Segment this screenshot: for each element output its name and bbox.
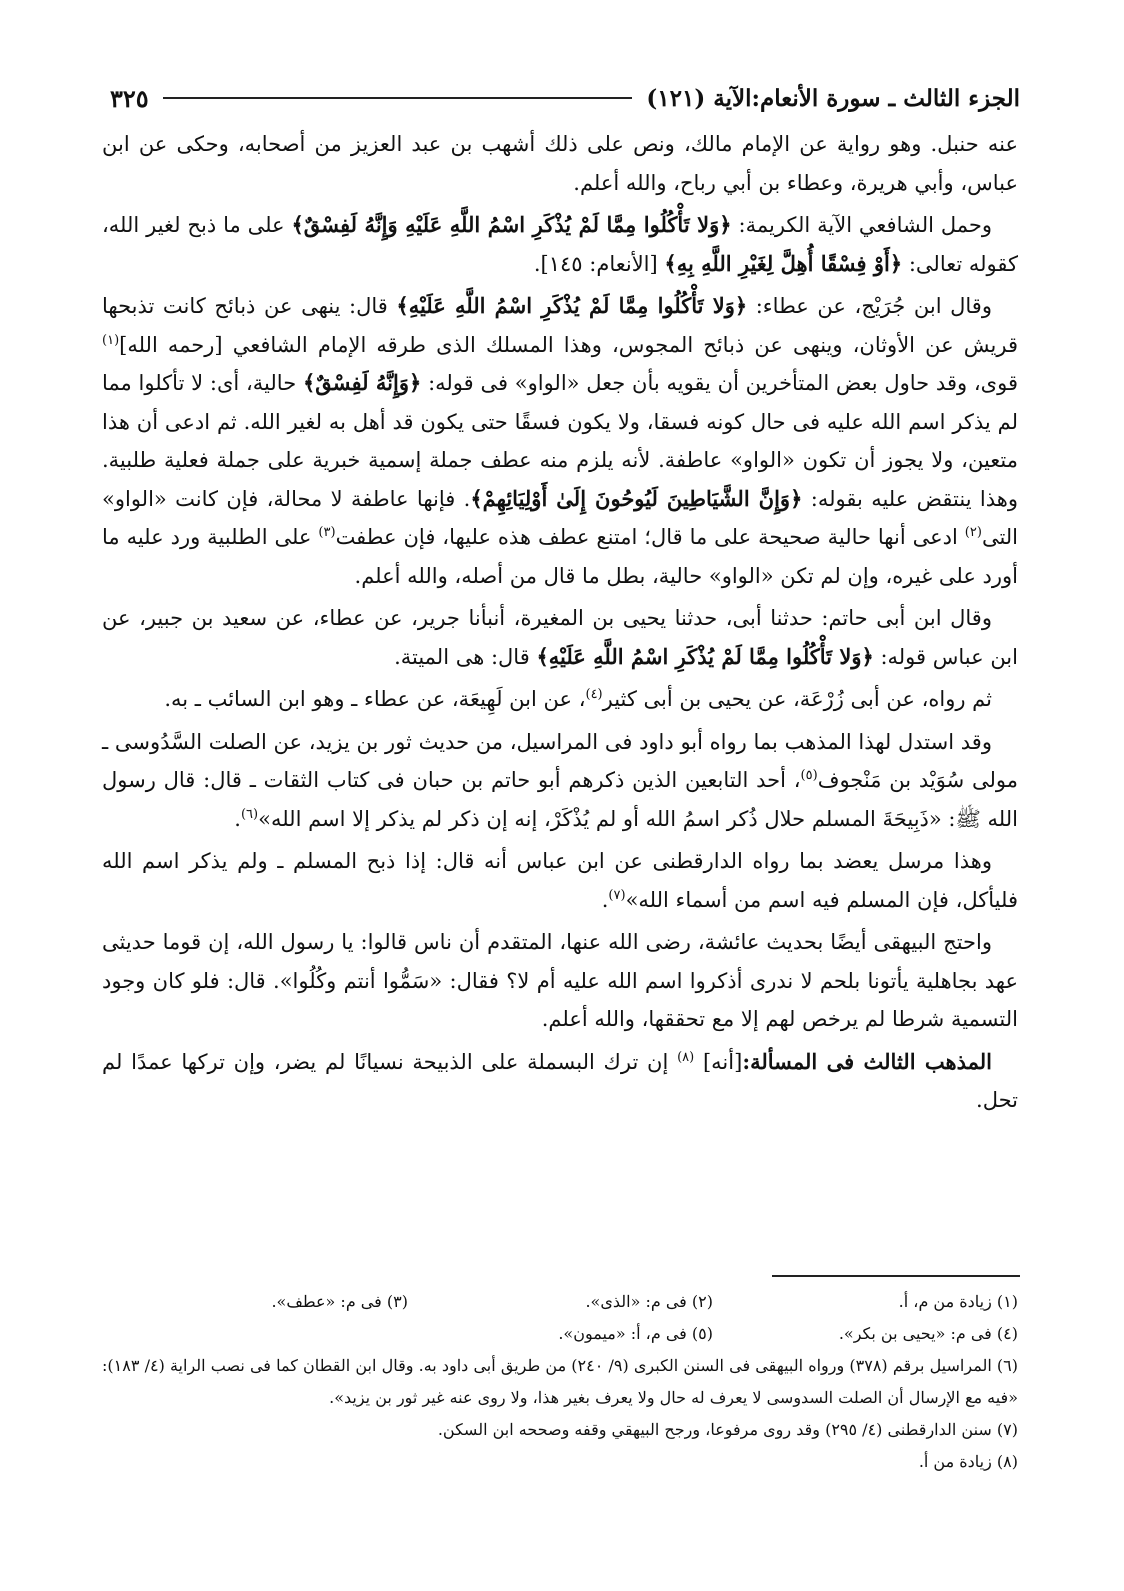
- footnote-7: (٧) سنن الدارقطنى (٤/ ٢٩٥) وقد روى مرفوعا، ورجح البيهقي وقفه وصححه ابن السكن.: [437, 1420, 1018, 1439]
- paragraph-text: على ما ذبح لغير الله، كقوله تعالى:: [102, 213, 1018, 276]
- running-header: [110, 78, 1020, 118]
- paragraph-text: وهذا مرسل يعضد بما رواه الدارقطنى عن ابن عباس أنه قال: إذا ذبح المسلم ـ ولم يذكر اسم الله فليأكل، فإن المسلم فيه اسم من أسماء الله»: [102, 849, 1018, 912]
- footnote-spacer: [103, 1318, 408, 1350]
- footnote-marker[interactable]: (٥): [800, 768, 818, 783]
- paragraph-6: [102, 723, 1018, 839]
- footnote-marker[interactable]: (٤): [585, 687, 603, 702]
- paragraph-2: [102, 206, 1018, 283]
- paragraph-text: [أنه]: [702, 1049, 743, 1074]
- paragraph-3: [102, 287, 1018, 595]
- quran-verse: ﴿وَلا تَأْكُلُوا مِمَّا لَمْ يُذْكَرِ اسْمُ اللَّهِ عَلَيْهِ﴾: [396, 293, 748, 318]
- paragraph-text: على الطلبية ورد عليه ما أورد على غيره، وإن لم تكن «الواو» حالية، بطل ما قال من أصله، والله أعلم.: [102, 525, 1018, 588]
- paragraph-text: إن ترك البسملة على الذبيحة نسيانًا لم يضر، وإن تركها عمدًا لم تحل.: [102, 1049, 1018, 1112]
- header-rule: [163, 97, 633, 99]
- quran-verse: ﴿وَإِنَّهُ لَفِسْقٌ﴾: [302, 370, 422, 395]
- paragraph-text: وحمل الشافعي الآية الكريمة:: [738, 213, 992, 237]
- quran-verse: ﴿وَلا تَأْكُلُوا مِمَّا لَمْ يُذْكَرِ اسْمُ اللَّهِ عَلَيْهِ﴾: [536, 643, 874, 669]
- footnotes: [102, 1286, 1018, 1478]
- footnote-marker[interactable]: (٣): [318, 525, 336, 540]
- quran-verse: ﴿وَلا تَأْكُلُوا مِمَّا لَمْ يُذْكَرِ اسْمُ اللَّهِ عَلَيْهِ وَإِنَّهُ لَفِسْقٌ﴾: [291, 212, 732, 237]
- paragraph-text: ، عن ابن لَهِيعَة، عن عطاء ـ وهو ابن السائب ـ به.: [164, 687, 586, 711]
- paragraph-5: [102, 680, 1018, 719]
- paragraph-text: . فإنها عاطفة لا محالة، فإن كانت «الواو» التى: [102, 486, 1019, 549]
- paragraph-text: وقد استدل لهذا المذهب بما رواه أبو داود فى المراسيل، من حديث ثور بن يزيد، عن الصلت السَّدُوسى ـ مولى سُوَيْد بن مَنْجوف: [102, 729, 1018, 792]
- paragraph-text: حالية، أى: لا تأكلوا مما لم يذكر اسم الله عليه فى حال كونه فسقا، ولا يكون فسقًا حتى يكون قد أهل به لغير الله. ثم ادعى أن هذا متعين، ولا يجوز أن تكون «الواو» عاطفة. لأنه يلزم منه عطف جملة إسمية خبرية على جملة فعلية طلبية. وهذا ينتقض عليه بقوله:: [102, 371, 1018, 511]
- footnote-6: (٦) المراسيل برقم (٣٧٨) ورواه البيهقى فى السنن الكبرى (٩/ ٢٤٠) من طريق أبى داود به. وقال ابن القطان كما فى نصب الراية (٤/ ١٨٣): «فيه مع الإرسال أن الصلت السدوسى لا يعرف له حال ولا يعرف بغير هذا، ولا روى عنه غير ثور بن يزيد».: [102, 1356, 1019, 1407]
- running-title: الجزء الثالث ـ سورة الأنعام:الآية (١٢١): [646, 84, 1020, 112]
- footnote-1: (١) زيادة من م، أ.: [898, 1292, 1018, 1311]
- paragraph-text: .: [601, 887, 609, 912]
- paragraph-7: [102, 842, 1018, 919]
- paragraph-text: قال: ينهى عن ذبائح كانت تذبحها قريش عن الأوثان، وينهى عن ذبائح المجوس، وهذا المسلك الذى طرقه الإمام الشافعي [رحمه الله]: [102, 294, 1018, 357]
- footnote-marker[interactable]: (٧): [608, 887, 626, 903]
- footnote-3: (٣) فى م: «عطف».: [271, 1292, 408, 1311]
- footnote-4: (٤) فى م: «يحيى بن بكر».: [838, 1324, 1018, 1343]
- body-text: [102, 125, 1018, 1124]
- footnote-8: (٨) زيادة من أ.: [918, 1452, 1018, 1471]
- paragraph-4: [102, 599, 1018, 676]
- footnote-row: [102, 1318, 1018, 1350]
- paragraph-text: ادعى أنها حالية صحيحة على ما قال؛ امتنع عطف هذه عليها، فإن عطفت: [335, 525, 958, 549]
- paragraph-1: [102, 125, 1018, 202]
- paragraph-8: [102, 923, 1018, 1039]
- paragraph-text: واحتج البيهقى أيضًا بحديث عائشة، رضى الله عنها، المتقدم أن ناس قالوا: يا رسول الله، إن قوما حديثى عهد بجاهلية يأتونا بلحم لا ندرى أذكروا اسم الله عليه أم لا؟ فقال: «سَمُّوا أنتم وكُلُوا». قال: فلو كان وجود التسمية شرطا لم يرخص لهم إلا مع تحققها، والله أعلم.: [102, 930, 1018, 1031]
- verse-citation: [الأنعام: ١٤٥].: [533, 251, 658, 276]
- paragraph-text: .: [234, 806, 241, 831]
- page-number: ٣٢٥: [110, 83, 149, 113]
- footnote-2: (٢) فى م: «الذى».: [585, 1292, 713, 1311]
- section-heading: المذهب الثالث فى المسألة:: [742, 1048, 993, 1074]
- paragraph-text: قوى، وقد حاول بعض المتأخرين أن يقويه بأن جعل «الواو» فى قوله:: [428, 371, 1018, 395]
- quran-verse: ﴿وَإِنَّ الشَّيَاطِينَ لَيُوحُونَ إِلَىٰ أَوْلِيَائِهِمْ﴾: [470, 485, 803, 511]
- paragraph-text: عنه حنبل. وهو رواية عن الإمام مالك، ونص على ذلك أشهب بن عبد العزيز من أصحابه، وحكى عن ابن عباس، وأبي هريرة، وعطاء بن أبي رباح، والله أعلم.: [102, 132, 1018, 195]
- footnote-marker[interactable]: (٢): [964, 525, 982, 540]
- footnote-marker[interactable]: (٦): [240, 806, 259, 822]
- footnote-5: (٥) فى م، أ: «ميمون».: [558, 1324, 713, 1343]
- paragraph-text: ثم رواه، عن أبى زُرْعَة، عن يحيى بن أبى كثير: [602, 687, 992, 711]
- footnote-rule: [772, 1275, 1020, 1277]
- paragraph-9: [102, 1043, 1018, 1120]
- paragraph-text: ، أحد التابعين الذين ذكرهم أبو حاتم بن حبان فى كتاب الثقات ـ قال: قال رسول الله ﷺ: «ذَبِيحَةَ المسلم حلال ذُكر اسمُ الله أو لم يُذْكَرْ، إنه إن ذكر لم يذكر إلا اسم الله»: [102, 768, 1018, 831]
- quran-verse: ﴿أَوْ فِسْقًا أُهِلَّ لِغَيْرِ اللَّهِ بِهِ﴾: [664, 250, 903, 276]
- paragraph-text: وقال ابن جُرَيْج، عن عطاء:: [755, 294, 992, 318]
- footnote-row: [102, 1286, 1018, 1318]
- footnote-marker[interactable]: (٨): [677, 1049, 695, 1065]
- paragraph-text: وقال ابن أبى حاتم: حدثنا أبى، حدثنا يحيى بن المغيرة، أنبأنا جرير، عن عطاء، عن سعيد بن جبير، عن ابن عباس قوله:: [102, 606, 1018, 669]
- footnote-marker[interactable]: (١): [102, 332, 120, 348]
- paragraph-text: قال: هى الميتة.: [394, 644, 530, 669]
